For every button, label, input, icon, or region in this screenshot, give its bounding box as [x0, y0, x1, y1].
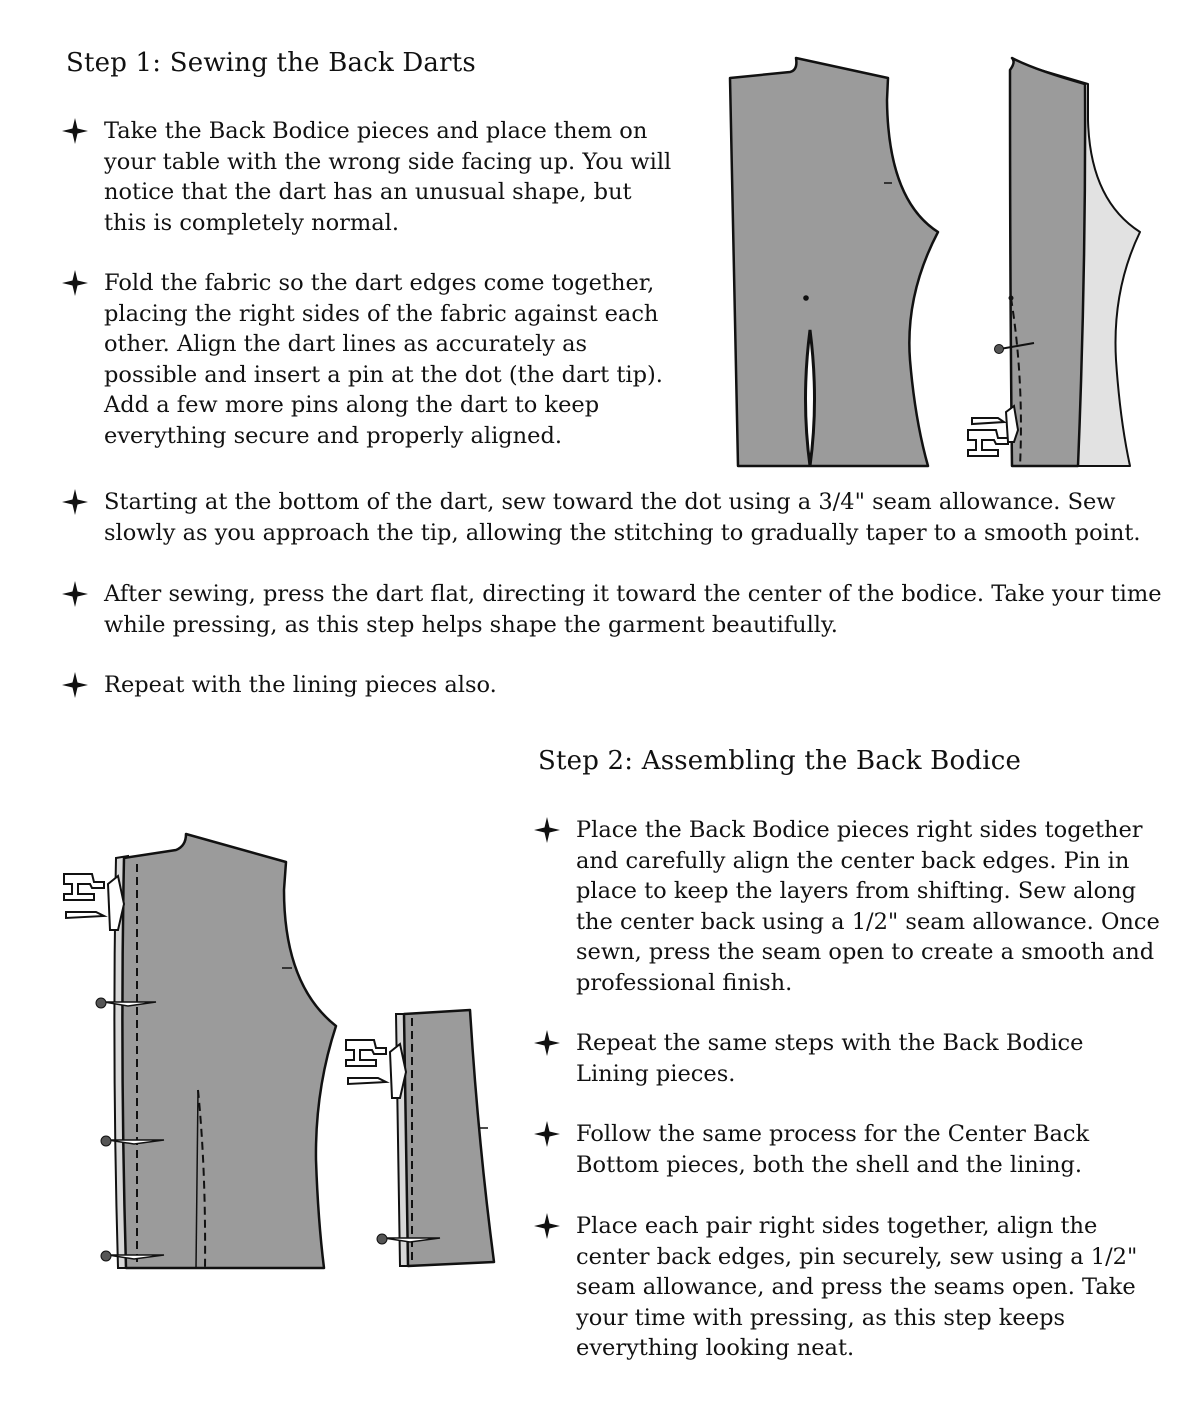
- step2-bullet-1: [576, 815, 1166, 998]
- step1-heading: Step 1: Sewing the Back Darts: [66, 48, 476, 78]
- step1-bullet-5: [104, 670, 1164, 701]
- step2-bullet-3-text: Follow the same process for the Center Back Bottom pieces, both the shell and the lining.: [576, 1121, 1090, 1178]
- step2-bullet-4: [576, 1211, 1156, 1364]
- sewing-machine-foot-icon: [346, 1040, 406, 1098]
- step2-bullet-2: [576, 1028, 1156, 1089]
- four-point-star-icon: [534, 1030, 560, 1056]
- back-bodice-piece: [122, 834, 336, 1268]
- four-point-star-icon: [62, 581, 88, 607]
- four-point-star-icon: [534, 1121, 560, 1147]
- step1-bullet-3-text: Starting at the bottom of the dart, sew toward the dot using a 3/4" seam allowance. Sew slowly as you approach the tip, allowing the stitching to gradually taper to a smooth point.: [104, 489, 1141, 546]
- step2-bullet-4-text: Place each pair right sides together, align the center back edges, pin securely, sew using a 1/2" seam allowance, and press the seams open. Take your time with pressing, as this step keeps everything looking neat.: [576, 1213, 1138, 1361]
- step2-bullet-2-text: Repeat the same steps with the Back Bodice Lining pieces.: [576, 1030, 1084, 1087]
- step2-bullet-3: [576, 1119, 1156, 1180]
- four-point-star-icon: [534, 817, 560, 843]
- four-point-star-icon: [62, 672, 88, 698]
- four-point-star-icon: [62, 489, 88, 515]
- sewing-machine-foot-icon: [64, 874, 124, 930]
- sewing-machine-foot-icon: [968, 406, 1018, 456]
- step1-bullet-2-text: Fold the fabric so the dart edges come together, placing the right sides of the fabric against each other. Align the dart lines as accurately as possible and insert a pin at the dot (the dart tip). Add a few more pins along the dart to keep everything secure and properly aligned.: [104, 270, 663, 449]
- step1-bullet-4-text: After sewing, press the dart flat, directing it toward the center of the bodice. Take your time while pressing, as this step helps shape the garment beautifully.: [104, 581, 1162, 638]
- step2-heading: Step 2: Assembling the Back Bodice: [538, 746, 1022, 776]
- center-back-bottom-piece: [404, 1010, 494, 1266]
- dart-tip-dot: [1009, 296, 1014, 301]
- step1-bullet-3: [104, 487, 1164, 548]
- folded-dart-pinned-illustration: [0, 0, 1198, 480]
- step1-bullet-4: [104, 579, 1174, 640]
- step2-bullet-1-text: Place the Back Bodice pieces right sides together and carefully align the center back edges. Pin in place to keep the layers from shifting. Sew along the center back using a 1/2" seam allowance. Once sewn, press the seam open to create a smooth and professional finish.: [576, 817, 1160, 996]
- step1-bullet-1-text: Take the Back Bodice pieces and place them on your table with the wrong side facing up. You will notice that the dart has an unusual shape, but this is completely normal.: [104, 118, 672, 236]
- back-bodice-center-seam-illustration: [0, 800, 520, 1280]
- step1-bullet-5-text: Repeat with the lining pieces also.: [104, 672, 497, 698]
- four-point-star-icon: [534, 1213, 560, 1239]
